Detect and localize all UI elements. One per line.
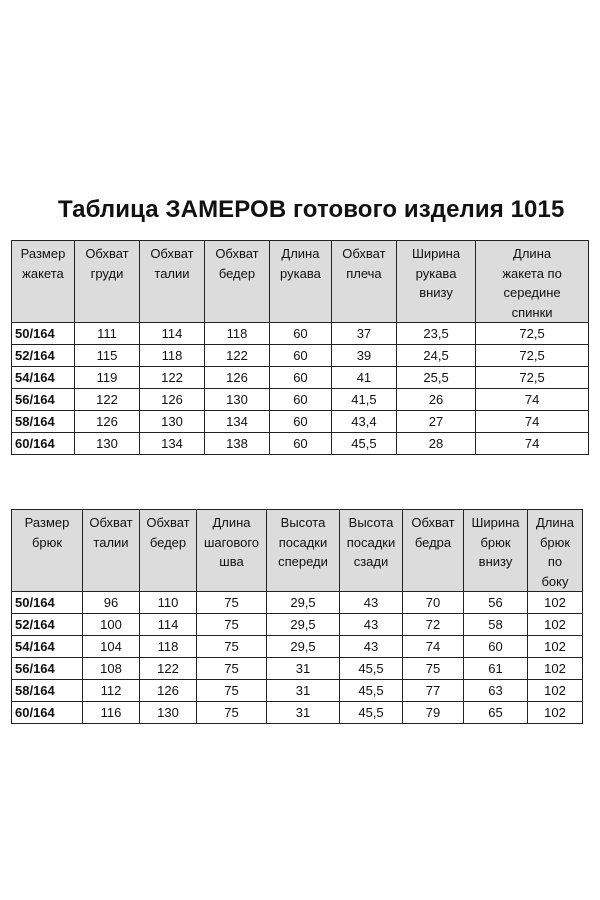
table-cell: 74 bbox=[476, 389, 589, 411]
table-cell: 110 bbox=[140, 592, 197, 614]
table-cell: 74 bbox=[403, 636, 464, 658]
table-cell: 23,5 bbox=[396, 323, 475, 345]
table-cell: 114 bbox=[139, 323, 204, 345]
table-cell: 116 bbox=[83, 702, 140, 724]
column-header: Длина шагового шва bbox=[197, 510, 267, 592]
table-cell: 45,5 bbox=[331, 433, 396, 455]
table-cell: 60 bbox=[269, 389, 331, 411]
table-cell: 26 bbox=[396, 389, 475, 411]
table-cell: 114 bbox=[140, 614, 197, 636]
table-cell: 104 bbox=[83, 636, 140, 658]
column-header: Высота посадки спереди bbox=[267, 510, 340, 592]
table-cell: 77 bbox=[403, 680, 464, 702]
table-cell: 75 bbox=[197, 636, 267, 658]
table-cell: 134 bbox=[139, 433, 204, 455]
table-cell: 31 bbox=[267, 702, 340, 724]
table-cell: 24,5 bbox=[396, 345, 475, 367]
trousers-measurements-table bbox=[11, 509, 583, 724]
column-header: Обхват бедра bbox=[403, 510, 464, 592]
size-cell: 50/164 bbox=[12, 592, 83, 614]
table-cell: 102 bbox=[528, 636, 583, 658]
table-cell: 70 bbox=[403, 592, 464, 614]
table-row bbox=[12, 592, 583, 614]
column-header: Обхват бедер bbox=[140, 510, 197, 592]
table-cell: 60 bbox=[269, 433, 331, 455]
table-cell: 27 bbox=[396, 411, 475, 433]
table-cell: 75 bbox=[197, 614, 267, 636]
table-cell: 60 bbox=[269, 367, 331, 389]
table-cell: 43 bbox=[340, 614, 403, 636]
table-row bbox=[12, 389, 589, 411]
size-cell: 60/164 bbox=[12, 433, 75, 455]
column-header: Обхват талии bbox=[139, 241, 204, 323]
table-cell: 96 bbox=[83, 592, 140, 614]
table-cell: 130 bbox=[139, 411, 204, 433]
size-cell: 58/164 bbox=[12, 680, 83, 702]
table-cell: 43 bbox=[340, 636, 403, 658]
table-row bbox=[12, 614, 583, 636]
table-cell: 75 bbox=[403, 658, 464, 680]
table-cell: 130 bbox=[74, 433, 139, 455]
column-header: Ширина рукава внизу bbox=[396, 241, 475, 323]
table-cell: 61 bbox=[464, 658, 528, 680]
column-header: Размер жакета bbox=[12, 241, 75, 323]
table-cell: 102 bbox=[528, 680, 583, 702]
table-cell: 102 bbox=[528, 702, 583, 724]
table-cell: 122 bbox=[74, 389, 139, 411]
table-cell: 72,5 bbox=[476, 345, 589, 367]
table-cell: 126 bbox=[204, 367, 269, 389]
table-cell: 56 bbox=[464, 592, 528, 614]
column-header: Размер брюк bbox=[12, 510, 83, 592]
table-cell: 75 bbox=[197, 680, 267, 702]
table-cell: 118 bbox=[139, 345, 204, 367]
table-cell: 138 bbox=[204, 433, 269, 455]
table-cell: 43,4 bbox=[331, 411, 396, 433]
table-cell: 122 bbox=[204, 345, 269, 367]
table-cell: 108 bbox=[83, 658, 140, 680]
table-cell: 130 bbox=[204, 389, 269, 411]
column-header: Обхват бедер bbox=[204, 241, 269, 323]
table-row bbox=[12, 345, 589, 367]
size-cell: 52/164 bbox=[12, 345, 75, 367]
jacket-measurements-table bbox=[11, 240, 589, 455]
table-cell: 75 bbox=[197, 702, 267, 724]
table-cell: 102 bbox=[528, 658, 583, 680]
table-row bbox=[12, 680, 583, 702]
table-cell: 126 bbox=[140, 680, 197, 702]
table-row bbox=[12, 433, 589, 455]
column-header: Высота посадки сзади bbox=[340, 510, 403, 592]
table-cell: 37 bbox=[331, 323, 396, 345]
size-cell: 60/164 bbox=[12, 702, 83, 724]
table-cell: 115 bbox=[74, 345, 139, 367]
size-cell: 50/164 bbox=[12, 323, 75, 345]
table-cell: 118 bbox=[140, 636, 197, 658]
table-row bbox=[12, 367, 589, 389]
table-cell: 72,5 bbox=[476, 367, 589, 389]
table-cell: 122 bbox=[139, 367, 204, 389]
table-cell: 28 bbox=[396, 433, 475, 455]
table-cell: 58 bbox=[464, 614, 528, 636]
table-cell: 41 bbox=[331, 367, 396, 389]
column-header: Длина рукава bbox=[269, 241, 331, 323]
table-cell: 118 bbox=[204, 323, 269, 345]
table-cell: 75 bbox=[197, 592, 267, 614]
table-cell: 102 bbox=[528, 592, 583, 614]
table-cell: 75 bbox=[197, 658, 267, 680]
table-cell: 41,5 bbox=[331, 389, 396, 411]
table-cell: 45,5 bbox=[340, 702, 403, 724]
table-cell: 45,5 bbox=[340, 680, 403, 702]
table-cell: 60 bbox=[464, 636, 528, 658]
table-cell: 43 bbox=[340, 592, 403, 614]
table-header-row bbox=[12, 510, 583, 592]
column-header: Длина брюк по боку bbox=[528, 510, 583, 592]
column-header: Ширина брюк внизу bbox=[464, 510, 528, 592]
size-cell: 54/164 bbox=[12, 367, 75, 389]
size-cell: 54/164 bbox=[12, 636, 83, 658]
table-cell: 126 bbox=[74, 411, 139, 433]
table-cell: 119 bbox=[74, 367, 139, 389]
table-cell: 39 bbox=[331, 345, 396, 367]
table-cell: 60 bbox=[269, 411, 331, 433]
table-cell: 102 bbox=[528, 614, 583, 636]
column-header: Обхват талии bbox=[83, 510, 140, 592]
table-cell: 65 bbox=[464, 702, 528, 724]
table-cell: 74 bbox=[476, 433, 589, 455]
table-cell: 29,5 bbox=[267, 592, 340, 614]
table-row bbox=[12, 702, 583, 724]
table-cell: 45,5 bbox=[340, 658, 403, 680]
table-cell: 60 bbox=[269, 323, 331, 345]
table-row bbox=[12, 323, 589, 345]
table-cell: 63 bbox=[464, 680, 528, 702]
table-cell: 100 bbox=[83, 614, 140, 636]
table-cell: 126 bbox=[139, 389, 204, 411]
table-cell: 31 bbox=[267, 658, 340, 680]
table-cell: 79 bbox=[403, 702, 464, 724]
table-cell: 72,5 bbox=[476, 323, 589, 345]
column-header: Обхват плеча bbox=[331, 241, 396, 323]
column-header: Обхват груди bbox=[74, 241, 139, 323]
size-cell: 56/164 bbox=[12, 389, 75, 411]
table-row bbox=[12, 636, 583, 658]
table-cell: 29,5 bbox=[267, 614, 340, 636]
table-cell: 130 bbox=[140, 702, 197, 724]
size-cell: 56/164 bbox=[12, 658, 83, 680]
table-cell: 134 bbox=[204, 411, 269, 433]
table-cell: 72 bbox=[403, 614, 464, 636]
table-cell: 112 bbox=[83, 680, 140, 702]
table-header-row bbox=[12, 241, 589, 323]
table-cell: 29,5 bbox=[267, 636, 340, 658]
table-row bbox=[12, 658, 583, 680]
size-cell: 52/164 bbox=[12, 614, 83, 636]
size-cell: 58/164 bbox=[12, 411, 75, 433]
table-cell: 60 bbox=[269, 345, 331, 367]
table-cell: 74 bbox=[476, 411, 589, 433]
table-cell: 122 bbox=[140, 658, 197, 680]
table-cell: 31 bbox=[267, 680, 340, 702]
table-cell: 111 bbox=[74, 323, 139, 345]
column-header: Длина жакета по середине спинки bbox=[476, 241, 589, 323]
page-title: Таблица ЗАМЕРОВ готового изделия 1015 bbox=[58, 196, 565, 223]
table-row bbox=[12, 411, 589, 433]
table-cell: 25,5 bbox=[396, 367, 475, 389]
